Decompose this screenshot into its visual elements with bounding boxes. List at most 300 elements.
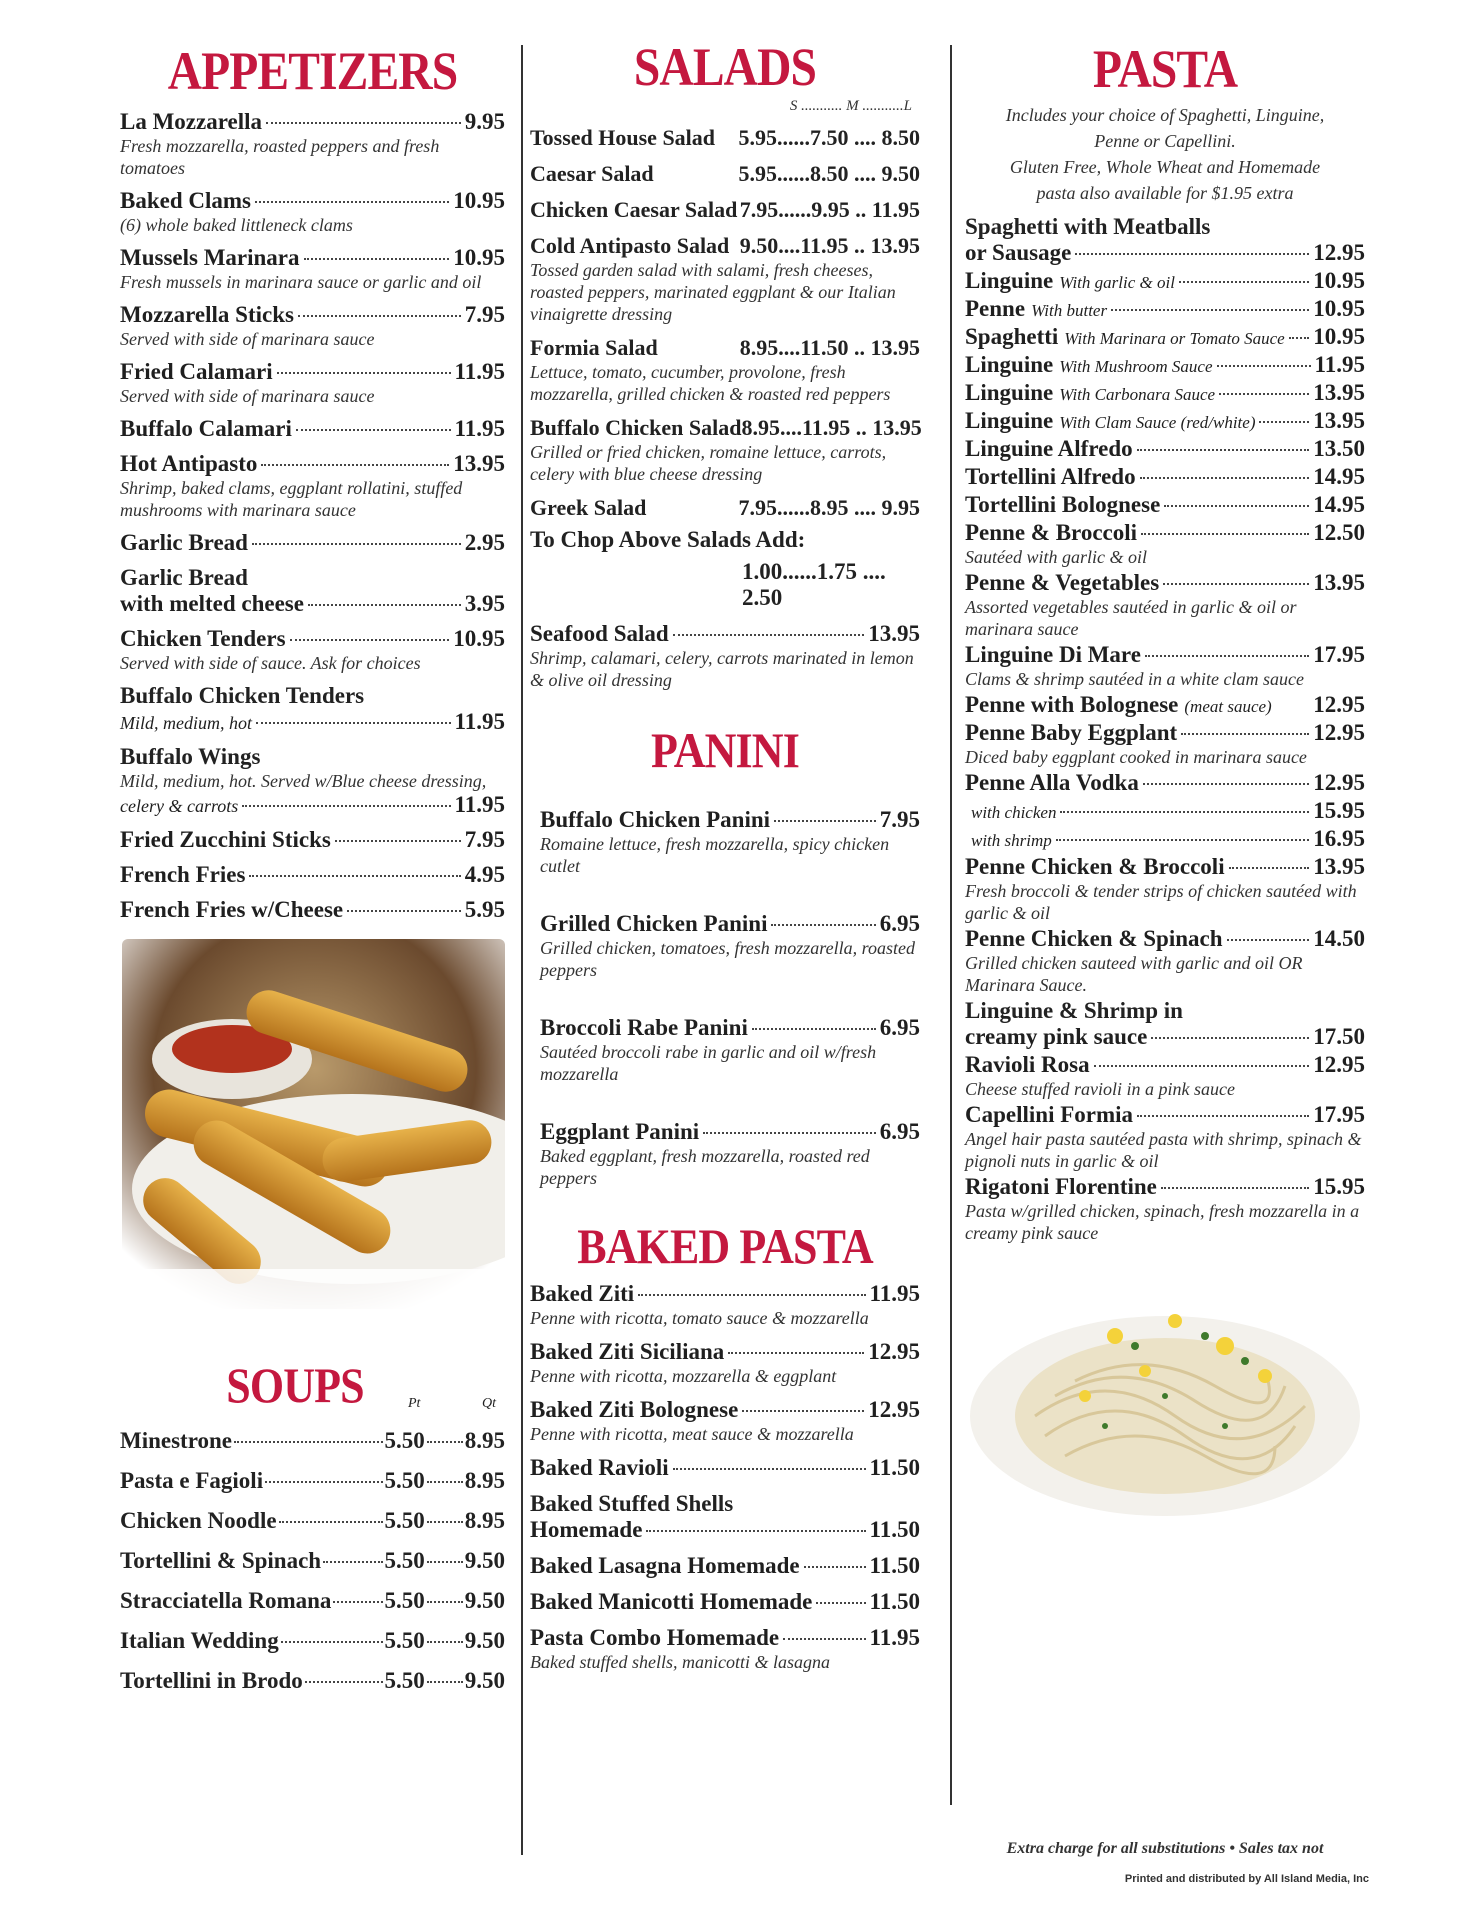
panini-item <box>540 911 920 981</box>
panini-row <box>540 1119 920 1145</box>
baked-pasta-item <box>530 1397 920 1445</box>
column-divider-left <box>521 45 523 1855</box>
pasta-row <box>965 520 1365 546</box>
appetizer-desc: Fresh mozzarella, roasted peppers and fresh tomatoes <box>120 136 440 178</box>
pasta-price: 10.95 <box>1313 268 1365 293</box>
appetizer-item <box>120 897 505 923</box>
baked-pasta-price: 12.95 <box>868 1397 920 1422</box>
salad-desc: Tossed garden salad with salami, fresh cheeses, roasted peppers, marinated eggplant & our Italian vinaigrette dressing <box>530 260 896 324</box>
pasta-row <box>965 642 1365 668</box>
pasta-price: 13.95 <box>1313 380 1365 405</box>
salad-name: Greek Salad <box>530 495 647 520</box>
panini-item <box>540 1119 920 1189</box>
soup-dots <box>305 1681 383 1683</box>
pasta-price: 10.95 <box>1313 296 1365 321</box>
panini-heading: PANINI <box>651 722 799 778</box>
pasta-note: With Clam Sauce (red/white) <box>1059 413 1256 432</box>
pasta-item <box>965 380 1365 406</box>
appetizer-name: French Fries w/Cheese <box>120 897 344 922</box>
pasta-name-line1: Spaghetti with Meatballs <box>965 214 1211 239</box>
soup-row <box>120 1468 505 1494</box>
appetizer-desc: Served with side of sauce. Ask for choices <box>120 653 421 673</box>
pasta-desc: Cheese stuffed ravioli in a pink sauce <box>965 1079 1235 1099</box>
panini-dots <box>774 820 876 822</box>
appetizer-row <box>120 302 505 328</box>
pasta-item <box>965 998 1365 1050</box>
salad-desc: Lettuce, tomato, cucumber, provolone, fresh mozzarella, grilled chicken & roasted red peppers <box>530 362 891 404</box>
baked-pasta-row <box>530 1553 920 1579</box>
chop-label: To Chop Above Salads Add: <box>530 527 806 552</box>
salad-name: Caesar Salad <box>530 161 654 186</box>
baked-pasta-dots <box>804 1566 866 1568</box>
pasta-item <box>965 464 1365 490</box>
soup-dots <box>279 1521 383 1523</box>
pasta-row <box>965 352 1365 378</box>
soup-name: Tortellini in Brodo <box>120 1668 303 1693</box>
soup-dots-2 <box>427 1601 463 1603</box>
appetizer-price: 11.95 <box>454 359 505 384</box>
pasta-price: 12.95 <box>1313 240 1365 265</box>
appetizer-name: Hot Antipasto <box>120 451 258 476</box>
pasta-dots <box>1219 393 1309 395</box>
appetizer-row <box>120 709 505 735</box>
appetizer-item <box>120 827 505 853</box>
salad-size-labels: S ........... M ...........L <box>789 98 912 114</box>
pasta-dots <box>1137 449 1310 451</box>
appetizer-name: Mild, medium, hot <box>120 713 252 733</box>
appetizer-price: 7.95 <box>464 302 505 327</box>
pasta-name: Linguine Alfredo <box>965 436 1133 461</box>
pasta-name: Penne Chicken & Spinach <box>965 926 1223 951</box>
appetizer-item <box>120 416 505 442</box>
soup-row <box>120 1548 505 1574</box>
appetizer-name: Mussels Marinara <box>120 245 300 270</box>
soup-pt-price: 5.50 <box>384 1548 425 1573</box>
pasta-dots <box>1141 533 1309 535</box>
soup-pt-price: 5.50 <box>384 1588 425 1613</box>
baked-pasta-name: Baked Ziti Bolognese <box>530 1397 739 1422</box>
panini-name: Grilled Chicken Panini <box>540 911 768 936</box>
panini-desc: Baked eggplant, fresh mozzarella, roasted red peppers <box>540 1146 870 1188</box>
pasta-row <box>965 770 1365 796</box>
appetizer-price: 10.95 <box>453 245 505 270</box>
baked-pasta-name: Baked Manicotti Homemade <box>530 1589 813 1614</box>
appetizer-row <box>120 530 505 556</box>
soup-dots <box>265 1481 382 1483</box>
pasta-row <box>965 826 1365 852</box>
pasta-price: 15.95 <box>1313 1174 1365 1199</box>
soup-dots-2 <box>427 1441 463 1443</box>
pasta-price: 10.95 <box>1313 324 1365 349</box>
seafood-salad-name: Seafood Salad <box>530 621 669 646</box>
baked-pasta-desc: Baked stuffed shells, manicotti & lasagna <box>530 1652 830 1672</box>
pasta-dots <box>1151 1037 1309 1039</box>
salad-row <box>530 495 920 521</box>
soup-qt-price: 9.50 <box>464 1548 505 1573</box>
pasta-price: 12.95 <box>1313 770 1365 795</box>
baked-pasta-row <box>530 1339 920 1365</box>
pasta-item <box>965 436 1365 462</box>
pasta-row <box>965 324 1365 350</box>
soup-row <box>120 1668 505 1694</box>
pasta-desc: Assorted vegetables sautéed in garlic & oil or marinara sauce <box>965 597 1297 639</box>
appetizer-name: with melted cheese <box>120 591 304 616</box>
appetizer-price: 2.95 <box>464 530 505 555</box>
appetizer-item <box>120 565 505 617</box>
pasta-list <box>965 214 1365 1244</box>
pasta-item <box>965 826 1365 852</box>
panini-name: Broccoli Rabe Panini <box>540 1015 748 1040</box>
appetizer-list <box>120 109 505 923</box>
pasta-name: Linguine <box>965 352 1054 377</box>
panini-dots <box>703 1132 876 1134</box>
pasta-dots <box>1145 655 1309 657</box>
panini-list <box>530 807 920 1189</box>
salad-name: Buffalo Chicken Salad <box>530 415 742 440</box>
soup-pt-price: 5.50 <box>384 1628 425 1653</box>
appetizer-dots <box>335 840 461 842</box>
soup-qt-price: 8.95 <box>464 1468 505 1493</box>
soup-qt-price: 9.50 <box>464 1588 505 1613</box>
pasta-dots <box>1164 505 1309 507</box>
appetizer-row <box>120 626 505 652</box>
baked-pasta-price: 11.95 <box>869 1625 920 1650</box>
panini-name: Buffalo Chicken Panini <box>540 807 771 832</box>
soup-dots <box>333 1601 382 1603</box>
pasta-name: Linguine Di Mare <box>965 642 1141 667</box>
pasta-desc: Sautéed with garlic & oil <box>965 547 1147 567</box>
pasta-desc: Fresh broccoli & tender strips of chicken sautéed with garlic & oil <box>965 881 1357 923</box>
pasta-row <box>965 492 1365 518</box>
pasta-row <box>965 464 1365 490</box>
pasta-item <box>965 214 1365 266</box>
appetizer-row <box>120 109 505 135</box>
appetizer-dots <box>249 875 460 877</box>
salad-name: Cold Antipasto Salad <box>530 233 730 258</box>
appetizer-item <box>120 626 505 674</box>
pasta-row <box>965 854 1365 880</box>
pasta-dots <box>1140 477 1310 479</box>
soup-dots-2 <box>427 1641 463 1643</box>
pasta-desc: Diced baby eggplant cooked in marinara sauce <box>965 747 1307 767</box>
pasta-price: 13.95 <box>1313 570 1365 595</box>
pasta-name: Rigatoni Florentine <box>965 1174 1157 1199</box>
appetizer-price: 11.95 <box>454 416 505 441</box>
panini-price: 6.95 <box>879 1119 920 1144</box>
baked-pasta-list <box>530 1281 920 1673</box>
pasta-desc: Angel hair pasta sautéed pasta with shrimp, spinach & pignoli nuts in garlic & oil <box>965 1129 1362 1171</box>
printer-credit: Printed and distributed by All Island Media, Inc <box>1124 1873 1369 1885</box>
pasta-desc: Pasta w/grilled chicken, spinach, fresh mozzarella in a creamy pink sauce <box>965 1201 1360 1243</box>
pasta-item <box>965 642 1365 690</box>
salad-item <box>530 335 920 405</box>
soup-name: Minestrone <box>120 1428 233 1453</box>
appetizer-dots <box>277 372 451 374</box>
appetizer-row <box>120 591 505 617</box>
soup-dots-2 <box>427 1521 463 1523</box>
panini-price: 6.95 <box>879 911 920 936</box>
baked-pasta-price: 11.50 <box>869 1517 920 1542</box>
salad-name: Formia Salad <box>530 335 658 360</box>
seafood-salad-price: 13.95 <box>868 621 920 646</box>
pasta-name: Penne Alla Vodka <box>965 770 1139 795</box>
pasta-name-line1: Linguine & Shrimp in <box>965 998 1183 1023</box>
baked-pasta-row <box>530 1625 920 1651</box>
salad-prices: 5.95......8.50 .... 9.50 <box>738 161 920 186</box>
appetizer-item <box>120 245 505 293</box>
appetizer-price: 10.95 <box>453 626 505 651</box>
baked-pasta-desc: Penne with ricotta, tomato sauce & mozzarella <box>530 1308 869 1328</box>
pasta-item <box>965 492 1365 518</box>
appetizer-desc: Fresh mussels in marinara sauce or garlic and oil <box>120 272 482 292</box>
panini-price: 7.95 <box>879 807 920 832</box>
baked-pasta-price: 11.95 <box>869 1281 920 1306</box>
pasta-price: 17.95 <box>1313 1102 1365 1127</box>
baked-pasta-dots <box>783 1638 865 1640</box>
appetizer-price: 3.95 <box>464 591 505 616</box>
pasta-name: Capellini Formia <box>965 1102 1134 1127</box>
mozzarella-sticks-image <box>122 939 505 1309</box>
appetizer-item <box>120 188 505 236</box>
soup-dots-2 <box>427 1481 463 1483</box>
pasta-item <box>965 408 1365 434</box>
salad-item <box>530 415 920 485</box>
pasta-row <box>965 240 1365 266</box>
baked-pasta-dots <box>673 1468 866 1470</box>
appetizer-dots <box>242 805 450 807</box>
pasta-note: With garlic & oil <box>1059 273 1175 292</box>
soup-pt-price: 5.50 <box>384 1428 425 1453</box>
appetizer-price: 7.95 <box>464 827 505 852</box>
baked-pasta-item <box>530 1455 920 1481</box>
appetizer-item <box>120 530 505 556</box>
baked-pasta-dots <box>728 1352 864 1354</box>
pasta-name: Penne with Bolognese <box>965 692 1179 717</box>
pasta-note: With Carbonara Sauce <box>1059 385 1216 404</box>
appetizer-dots <box>261 464 449 466</box>
salad-item <box>530 495 920 521</box>
panini-item <box>540 807 920 877</box>
substitution-note: Extra charge for all substitutions • Sales tax not <box>1006 1840 1324 1857</box>
seafood-salad <box>530 621 920 691</box>
salad-row <box>530 197 920 223</box>
baked-pasta-dots <box>646 1530 865 1532</box>
soup-dots-2 <box>427 1561 463 1563</box>
pasta-name: Linguine <box>965 408 1054 433</box>
pasta-dots <box>1161 1187 1309 1189</box>
pasta-intro <box>965 102 1365 206</box>
baked-pasta-name: Baked Ziti Siciliana <box>530 1339 725 1364</box>
pasta-row <box>965 1174 1365 1200</box>
soup-name: Chicken Noodle <box>120 1508 277 1533</box>
soup-dots <box>281 1641 383 1643</box>
appetizer-name: Garlic Bread <box>120 530 248 555</box>
baked-pasta-name: Homemade <box>530 1517 643 1542</box>
appetizer-dots <box>255 201 449 203</box>
pasta-price: 15.95 <box>1313 798 1365 823</box>
pasta-note: (meat sauce) <box>1184 697 1272 716</box>
baked-pasta-desc: Penne with ricotta, mozzarella & eggplant <box>530 1366 837 1386</box>
appetizer-dots <box>304 258 450 260</box>
salad-prices: 5.95......7.50 .... 8.50 <box>738 125 920 150</box>
pasta-name: Spaghetti <box>965 324 1059 349</box>
pasta-dots <box>1143 783 1309 785</box>
pasta-note: with chicken <box>971 803 1057 822</box>
pasta-intro-line: Includes your choice of Spaghetti, Linguine, <box>1005 105 1325 125</box>
panini-row <box>540 911 920 937</box>
appetizer-row <box>120 897 505 923</box>
soup-dots <box>323 1561 382 1563</box>
appetizer-desc: Served with side of marinara sauce <box>120 329 375 349</box>
pasta-item <box>965 1102 1365 1172</box>
column-divider-right <box>950 45 952 1805</box>
appetizer-row <box>120 416 505 442</box>
appetizer-name: Baked Clams <box>120 188 251 213</box>
soups-pt-label: Pt <box>408 1396 421 1411</box>
appetizer-desc-line1: Mild, medium, hot. Served w/Blue cheese dressing, <box>120 771 487 791</box>
appetizer-row <box>120 188 505 214</box>
linguine-photo <box>965 1276 1365 1531</box>
pasta-name: Linguine <box>965 380 1054 405</box>
appetizer-price: 11.95 <box>454 792 505 817</box>
salad-desc: Grilled or fried chicken, romaine lettuce, carrots, celery with blue cheese dressing <box>530 442 887 484</box>
appetizer-name: Mozzarella Sticks <box>120 302 294 327</box>
appetizer-dots <box>266 122 461 124</box>
appetizer-name: Fried Zucchini Sticks <box>120 827 331 852</box>
appetizer-item <box>120 744 505 818</box>
appetizer-price: 13.95 <box>453 451 505 476</box>
appetizer-row <box>120 862 505 888</box>
appetizer-dots <box>347 910 461 912</box>
pasta-item <box>965 296 1365 322</box>
pasta-price: 11.95 <box>1314 352 1365 377</box>
pasta-row <box>965 926 1365 952</box>
baked-pasta-heading: BAKED PASTA <box>577 1218 873 1274</box>
appetizer-dots <box>290 639 450 641</box>
baked-pasta-row <box>530 1281 920 1307</box>
baked-pasta-item <box>530 1589 920 1615</box>
panini-price: 6.95 <box>879 1015 920 1040</box>
appetizer-name: La Mozzarella <box>120 109 262 134</box>
column-right <box>965 40 1365 1531</box>
appetizer-item <box>120 683 505 735</box>
pasta-dots <box>1111 309 1309 311</box>
pasta-name: Tortellini Alfredo <box>965 464 1136 489</box>
pasta-dots <box>1137 1115 1309 1117</box>
soup-dots <box>234 1441 382 1443</box>
pasta-row <box>965 720 1365 746</box>
pasta-name: Penne Baby Eggplant <box>965 720 1178 745</box>
soup-row <box>120 1428 505 1454</box>
panini-desc: Sautéed broccoli rabe in garlic and oil w/fresh mozzarella <box>540 1042 877 1084</box>
appetizer-desc: (6) whole baked littleneck clams <box>120 215 353 235</box>
pasta-desc: Grilled chicken sauteed with garlic and oil OR Marinara Sauce. <box>965 953 1303 995</box>
pasta-name: creamy pink sauce <box>965 1024 1148 1049</box>
pasta-name: Penne & Broccoli <box>965 520 1138 545</box>
pasta-desc: Clams & shrimp sautéed in a white clam sauce <box>965 669 1304 689</box>
appetizer-price: 4.95 <box>464 862 505 887</box>
baked-pasta-row <box>530 1455 920 1481</box>
appetizer-price: 10.95 <box>453 188 505 213</box>
salad-row <box>530 335 920 361</box>
pasta-price: 14.95 <box>1313 464 1365 489</box>
panini-dots <box>752 1028 876 1030</box>
appetizer-price: 11.95 <box>454 709 505 734</box>
pasta-item <box>965 1052 1365 1100</box>
appetizer-name: Chicken Tenders <box>120 626 286 651</box>
salad-item <box>530 161 920 187</box>
soup-list <box>120 1428 505 1694</box>
soup-pt-price: 5.50 <box>384 1668 425 1693</box>
appetizer-name: Fried Calamari <box>120 359 273 384</box>
appetizer-row <box>120 359 505 385</box>
soup-qt-price: 8.95 <box>464 1508 505 1533</box>
soup-qt-price: 9.50 <box>464 1668 505 1693</box>
pasta-row <box>965 1052 1365 1078</box>
baked-pasta-item <box>530 1281 920 1329</box>
salad-name: Chicken Caesar Salad <box>530 197 738 222</box>
baked-pasta-item <box>530 1491 920 1543</box>
pasta-dots <box>1060 811 1309 813</box>
pasta-item <box>965 770 1365 796</box>
pasta-price: 13.50 <box>1313 436 1365 461</box>
seafood-salad-desc: Shrimp, calamari, celery, carrots marinated in lemon & olive oil dressing <box>530 648 914 690</box>
baked-pasta-name: Pasta Combo Homemade <box>530 1625 780 1650</box>
pasta-item <box>965 570 1365 640</box>
appetizer-row <box>120 245 505 271</box>
pasta-note: With Mushroom Sauce <box>1059 357 1213 376</box>
pasta-row <box>965 296 1365 322</box>
pasta-dots <box>1094 1065 1310 1067</box>
pasta-heading: PASTA <box>1092 39 1238 99</box>
pasta-row <box>965 1024 1365 1050</box>
salad-prices: 7.95......9.95 .. 11.95 <box>739 197 920 222</box>
salad-row <box>530 125 920 151</box>
baked-pasta-desc: Penne with ricotta, meat sauce & mozzarella <box>530 1424 854 1444</box>
soup-qt-price: 9.50 <box>464 1628 505 1653</box>
salad-row <box>530 161 920 187</box>
pasta-dots <box>1163 583 1309 585</box>
salad-item <box>530 197 920 223</box>
baked-pasta-item <box>530 1339 920 1387</box>
column-middle <box>530 37 922 1673</box>
soup-row <box>120 1508 505 1534</box>
baked-pasta-row <box>530 1397 920 1423</box>
panini-row <box>540 1015 920 1041</box>
pasta-item <box>965 798 1365 824</box>
salad-name: Tossed House Salad <box>530 125 716 150</box>
pasta-name: Linguine <box>965 268 1054 293</box>
appetizer-price: 5.95 <box>464 897 505 922</box>
baked-pasta-dots <box>742 1410 864 1412</box>
pasta-price: 14.50 <box>1313 926 1365 951</box>
salad-prices: 8.95....11.95 .. 13.95 <box>741 415 922 440</box>
salad-item <box>530 233 920 325</box>
panini-item <box>540 1015 920 1085</box>
appetizer-name-line1: Buffalo Chicken Tenders <box>120 683 365 708</box>
pasta-dots <box>1289 337 1310 339</box>
pasta-row <box>965 436 1365 462</box>
pasta-item <box>965 352 1365 378</box>
appetizer-row <box>120 827 505 853</box>
soup-name: Tortellini & Spinach <box>120 1548 322 1573</box>
salad-row <box>530 415 920 441</box>
baked-pasta-name-line1: Baked Stuffed Shells <box>530 1491 734 1516</box>
baked-pasta-price: 11.50 <box>869 1553 920 1578</box>
baked-pasta-name: Baked Lasagna Homemade <box>530 1553 800 1578</box>
pasta-dots <box>1179 281 1309 283</box>
chop-prices: 1.00......1.75 .... 2.50 <box>742 559 886 610</box>
